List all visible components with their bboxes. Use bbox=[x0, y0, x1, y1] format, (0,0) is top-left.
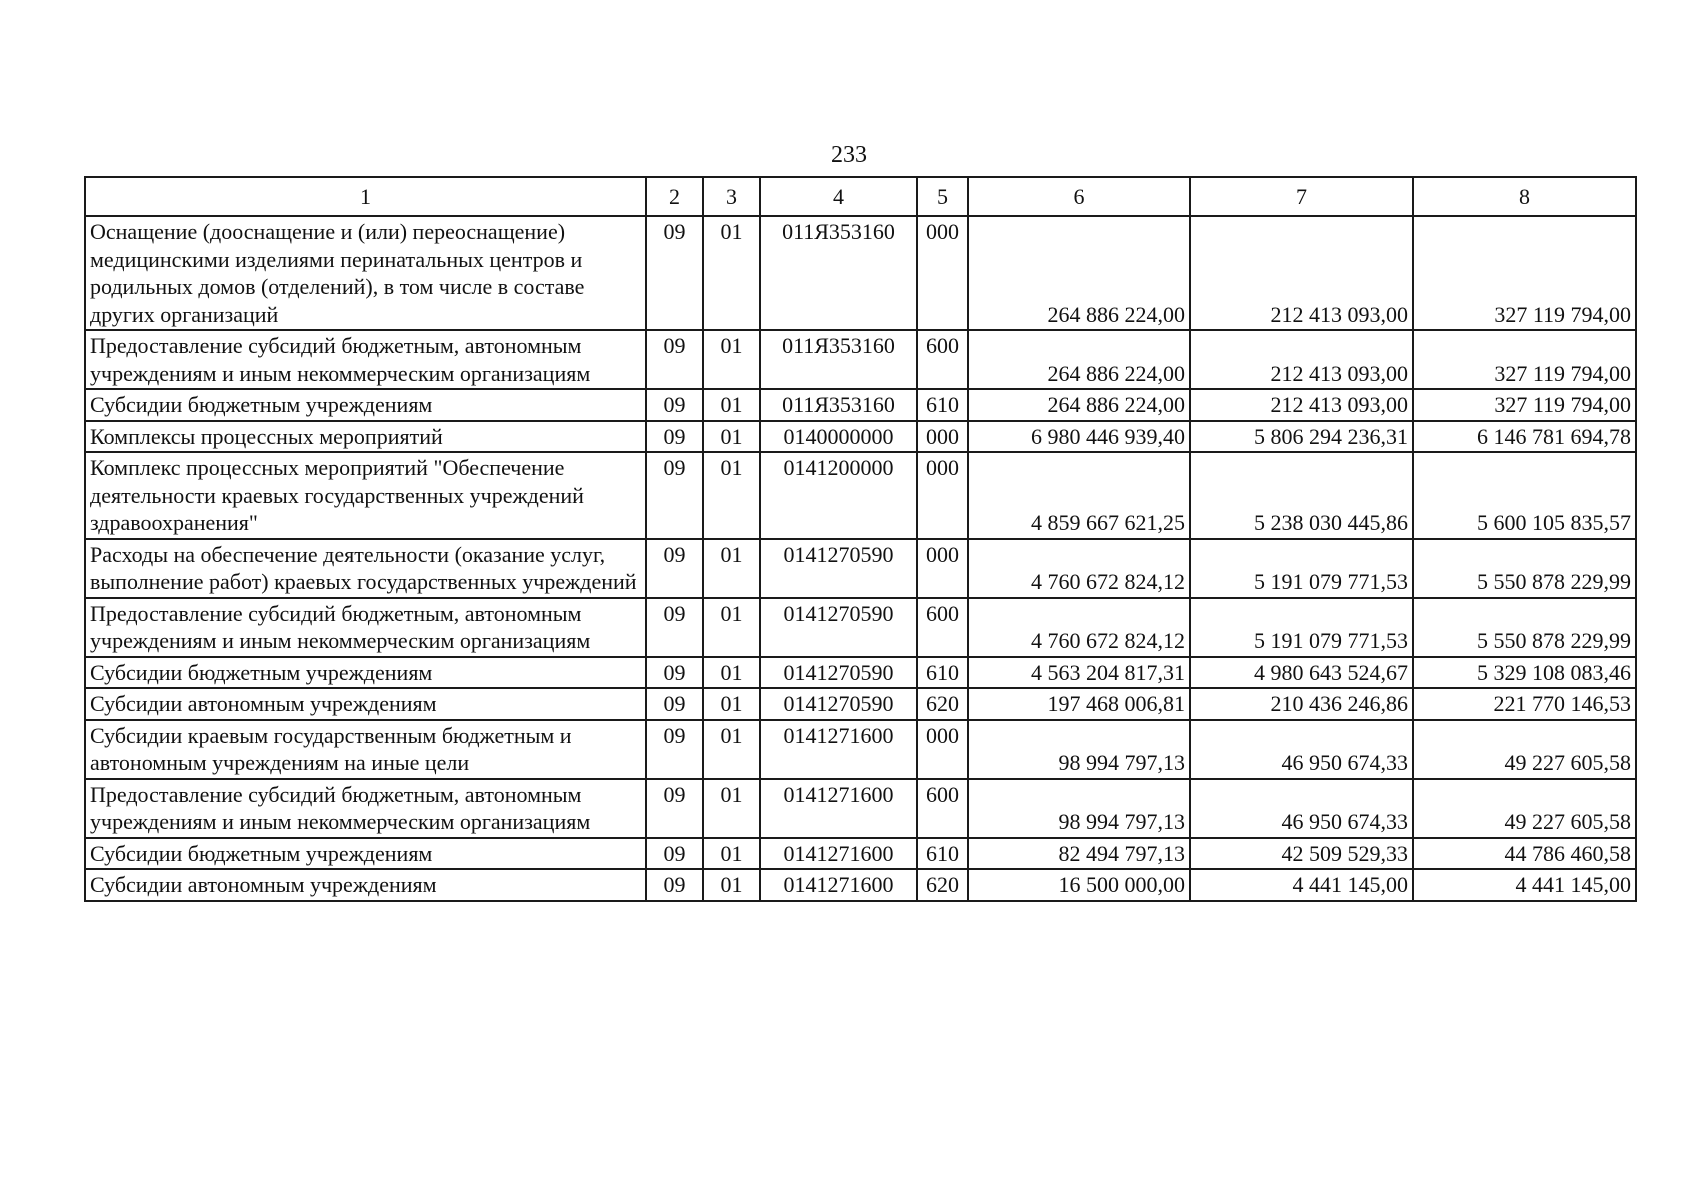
subsection-code-cell: 01 bbox=[703, 452, 760, 539]
section-code-cell: 09 bbox=[646, 452, 703, 539]
target-item-code-cell: 0141271600 bbox=[760, 869, 917, 901]
subsection-code-cell: 01 bbox=[703, 657, 760, 689]
target-item-code-cell: 011Я353160 bbox=[760, 330, 917, 389]
section-code-cell: 09 bbox=[646, 539, 703, 598]
amount-col-6-cell: 4 760 672 824,12 bbox=[968, 598, 1190, 657]
amount-col-6-cell: 264 886 224,00 bbox=[968, 389, 1190, 421]
target-item-code-cell: 0141200000 bbox=[760, 452, 917, 539]
header-col-5: 5 bbox=[917, 177, 968, 216]
amount-col-8-cell: 44 786 460,58 bbox=[1413, 838, 1636, 870]
amount-col-6-cell: 6 980 446 939,40 bbox=[968, 421, 1190, 453]
row-name-cell: Предоставление субсидий бюджетным, автономным учреждениям и иным некоммерческим организациям bbox=[85, 330, 646, 389]
target-item-code-cell: 011Я353160 bbox=[760, 389, 917, 421]
amount-col-6-cell: 4 563 204 817,31 bbox=[968, 657, 1190, 689]
amount-col-7-cell: 46 950 674,33 bbox=[1190, 720, 1413, 779]
table-row bbox=[85, 452, 1636, 539]
table-header-row bbox=[85, 177, 1636, 216]
section-code-cell: 09 bbox=[646, 838, 703, 870]
amount-col-6-cell: 16 500 000,00 bbox=[968, 869, 1190, 901]
amount-col-7-cell: 4 980 643 524,67 bbox=[1190, 657, 1413, 689]
table-row bbox=[85, 779, 1636, 838]
page-number: 233 bbox=[831, 142, 867, 168]
amount-col-8-cell: 6 146 781 694,78 bbox=[1413, 421, 1636, 453]
section-code-cell: 09 bbox=[646, 720, 703, 779]
row-name-cell: Предоставление субсидий бюджетным, автономным учреждениям и иным некоммерческим организациям bbox=[85, 598, 646, 657]
subsection-code-cell: 01 bbox=[703, 688, 760, 720]
amount-col-6-cell: 98 994 797,13 bbox=[968, 779, 1190, 838]
amount-col-6-cell: 82 494 797,13 bbox=[968, 838, 1190, 870]
expense-type-code-cell: 610 bbox=[917, 389, 968, 421]
row-name-cell: Расходы на обеспечение деятельности (оказание услуг, выполнение работ) краевых государственных учреждений bbox=[85, 539, 646, 598]
header-col-2: 2 bbox=[646, 177, 703, 216]
amount-col-8-cell: 5 550 878 229,99 bbox=[1413, 539, 1636, 598]
amount-col-7-cell: 5 191 079 771,53 bbox=[1190, 539, 1413, 598]
expense-type-code-cell: 620 bbox=[917, 869, 968, 901]
amount-col-8-cell: 4 441 145,00 bbox=[1413, 869, 1636, 901]
amount-col-8-cell: 327 119 794,00 bbox=[1413, 216, 1636, 330]
table-row bbox=[85, 838, 1636, 870]
amount-col-8-cell: 221 770 146,53 bbox=[1413, 688, 1636, 720]
expense-type-code-cell: 000 bbox=[917, 216, 968, 330]
target-item-code-cell: 0141270590 bbox=[760, 539, 917, 598]
expense-type-code-cell: 000 bbox=[917, 421, 968, 453]
subsection-code-cell: 01 bbox=[703, 869, 760, 901]
table-row bbox=[85, 598, 1636, 657]
target-item-code-cell: 0141270590 bbox=[760, 657, 917, 689]
table-row bbox=[85, 688, 1636, 720]
table-row bbox=[85, 216, 1636, 330]
table-row bbox=[85, 421, 1636, 453]
subsection-code-cell: 01 bbox=[703, 421, 760, 453]
expense-type-code-cell: 610 bbox=[917, 838, 968, 870]
target-item-code-cell: 0141270590 bbox=[760, 688, 917, 720]
subsection-code-cell: 01 bbox=[703, 598, 760, 657]
target-item-code-cell: 0141271600 bbox=[760, 779, 917, 838]
amount-col-8-cell: 49 227 605,58 bbox=[1413, 720, 1636, 779]
amount-col-6-cell: 98 994 797,13 bbox=[968, 720, 1190, 779]
expense-type-code-cell: 000 bbox=[917, 452, 968, 539]
header-col-1: 1 bbox=[85, 177, 646, 216]
subsection-code-cell: 01 bbox=[703, 779, 760, 838]
header-col-3: 3 bbox=[703, 177, 760, 216]
section-code-cell: 09 bbox=[646, 421, 703, 453]
amount-col-8-cell: 5 550 878 229,99 bbox=[1413, 598, 1636, 657]
header-col-7: 7 bbox=[1190, 177, 1413, 216]
amount-col-8-cell: 5 329 108 083,46 bbox=[1413, 657, 1636, 689]
amount-col-7-cell: 46 950 674,33 bbox=[1190, 779, 1413, 838]
expense-type-code-cell: 000 bbox=[917, 720, 968, 779]
table-row bbox=[85, 720, 1636, 779]
amount-col-7-cell: 42 509 529,33 bbox=[1190, 838, 1413, 870]
amount-col-7-cell: 5 238 030 445,86 bbox=[1190, 452, 1413, 539]
expense-type-code-cell: 600 bbox=[917, 598, 968, 657]
expense-type-code-cell: 000 bbox=[917, 539, 968, 598]
section-code-cell: 09 bbox=[646, 779, 703, 838]
row-name-cell: Субсидии автономным учреждениям bbox=[85, 869, 646, 901]
budget-table bbox=[84, 176, 1637, 902]
subsection-code-cell: 01 bbox=[703, 389, 760, 421]
table-row bbox=[85, 869, 1636, 901]
row-name-cell: Предоставление субсидий бюджетным, автономным учреждениям и иным некоммерческим организациям bbox=[85, 779, 646, 838]
table-row bbox=[85, 389, 1636, 421]
expense-type-code-cell: 620 bbox=[917, 688, 968, 720]
expense-type-code-cell: 600 bbox=[917, 779, 968, 838]
amount-col-7-cell: 5 191 079 771,53 bbox=[1190, 598, 1413, 657]
target-item-code-cell: 0141271600 bbox=[760, 838, 917, 870]
header-col-6: 6 bbox=[968, 177, 1190, 216]
row-name-cell: Комплекс процессных мероприятий "Обеспечение деятельности краевых государственных учреждений здравоохранения" bbox=[85, 452, 646, 539]
amount-col-6-cell: 264 886 224,00 bbox=[968, 330, 1190, 389]
section-code-cell: 09 bbox=[646, 688, 703, 720]
expense-type-code-cell: 610 bbox=[917, 657, 968, 689]
expense-type-code-cell: 600 bbox=[917, 330, 968, 389]
section-code-cell: 09 bbox=[646, 216, 703, 330]
row-name-cell: Оснащение (дооснащение и (или) переоснащение) медицинскими изделиями перинатальных центров и родильных домов (отделений), в том числе в составе других организаций bbox=[85, 216, 646, 330]
subsection-code-cell: 01 bbox=[703, 720, 760, 779]
amount-col-8-cell: 49 227 605,58 bbox=[1413, 779, 1636, 838]
amount-col-7-cell: 5 806 294 236,31 bbox=[1190, 421, 1413, 453]
header-col-8: 8 bbox=[1413, 177, 1636, 216]
amount-col-6-cell: 4 760 672 824,12 bbox=[968, 539, 1190, 598]
amount-col-7-cell: 212 413 093,00 bbox=[1190, 389, 1413, 421]
table-row bbox=[85, 330, 1636, 389]
row-name-cell: Субсидии автономным учреждениям bbox=[85, 688, 646, 720]
section-code-cell: 09 bbox=[646, 330, 703, 389]
table-row bbox=[85, 539, 1636, 598]
amount-col-7-cell: 4 441 145,00 bbox=[1190, 869, 1413, 901]
subsection-code-cell: 01 bbox=[703, 838, 760, 870]
target-item-code-cell: 0140000000 bbox=[760, 421, 917, 453]
row-name-cell: Субсидии бюджетным учреждениям bbox=[85, 657, 646, 689]
row-name-cell: Субсидии бюджетным учреждениям bbox=[85, 389, 646, 421]
target-item-code-cell: 011Я353160 bbox=[760, 216, 917, 330]
section-code-cell: 09 bbox=[646, 389, 703, 421]
target-item-code-cell: 0141271600 bbox=[760, 720, 917, 779]
section-code-cell: 09 bbox=[646, 598, 703, 657]
amount-col-8-cell: 327 119 794,00 bbox=[1413, 389, 1636, 421]
amount-col-6-cell: 197 468 006,81 bbox=[968, 688, 1190, 720]
row-name-cell: Комплексы процессных мероприятий bbox=[85, 421, 646, 453]
subsection-code-cell: 01 bbox=[703, 539, 760, 598]
amount-col-6-cell: 4 859 667 621,25 bbox=[968, 452, 1190, 539]
target-item-code-cell: 0141270590 bbox=[760, 598, 917, 657]
row-name-cell: Субсидии краевым государственным бюджетным и автономным учреждениям на иные цели bbox=[85, 720, 646, 779]
subsection-code-cell: 01 bbox=[703, 216, 760, 330]
subsection-code-cell: 01 bbox=[703, 330, 760, 389]
section-code-cell: 09 bbox=[646, 657, 703, 689]
table-row bbox=[85, 657, 1636, 689]
amount-col-7-cell: 210 436 246,86 bbox=[1190, 688, 1413, 720]
amount-col-7-cell: 212 413 093,00 bbox=[1190, 330, 1413, 389]
amount-col-8-cell: 327 119 794,00 bbox=[1413, 330, 1636, 389]
header-col-4: 4 bbox=[760, 177, 917, 216]
row-name-cell: Субсидии бюджетным учреждениям bbox=[85, 838, 646, 870]
amount-col-6-cell: 264 886 224,00 bbox=[968, 216, 1190, 330]
section-code-cell: 09 bbox=[646, 869, 703, 901]
amount-col-8-cell: 5 600 105 835,57 bbox=[1413, 452, 1636, 539]
amount-col-7-cell: 212 413 093,00 bbox=[1190, 216, 1413, 330]
